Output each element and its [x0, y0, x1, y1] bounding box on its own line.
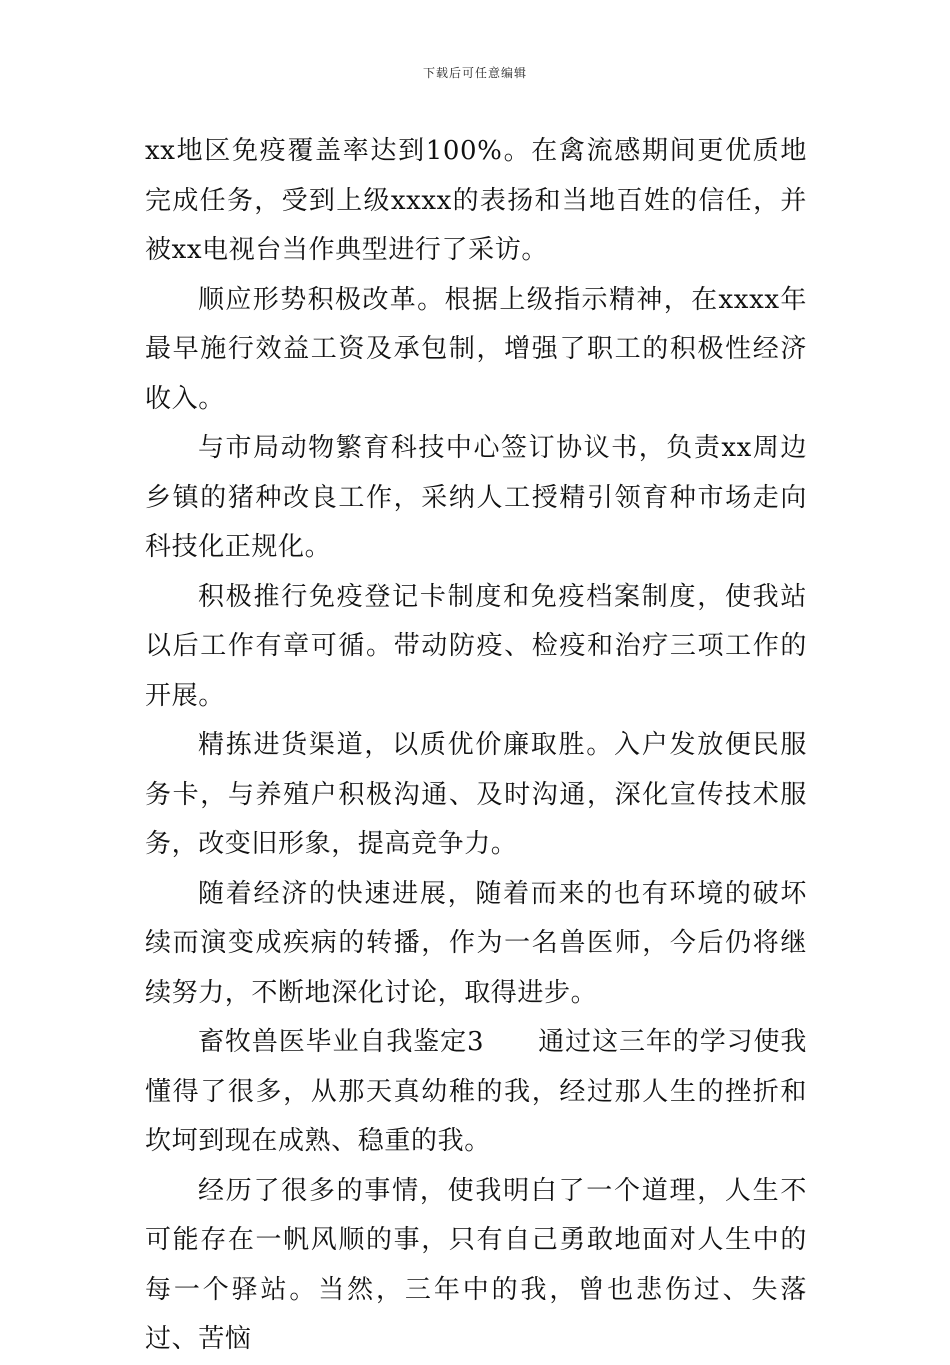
page-header-note: 下载后可任意编辑: [422, 66, 527, 80]
paragraph-7: 畜牧兽医毕业自我鉴定3 通过这三年的学习使我懂得了很多，从那天真幼稚的我，经过那人生的挫折和坎坷到现在成熟、稳重的我。: [145, 1027, 807, 1156]
paragraph-5: 精拣进货渠道，以质优价廉取胜。入户发放便民服务卡，与养殖户积极沟通、及时沟通，深化宣传技术服务，改变旧形象，提高竞争力。: [145, 730, 807, 859]
paragraph-4: 积极推行免疫登记卡制度和免疫档案制度，使我站以后工作有章可循。带动防疫、检疫和治疗三项工作的开展。: [145, 581, 807, 711]
paragraph-8: 经历了很多的事情，使我明白了一个道理，人生不可能存在一帆风顺的事，只有自己勇敢地面对人生中的每一个驿站。当然，三年中的我，曾也悲伤过、失落过、苦恼: [145, 1175, 807, 1354]
document-body: [145, 127, 807, 1365]
paragraph-6: 随着经济的快速进展，随着而来的也有环境的破坏续而演变成疾病的转播，作为一名兽医师，今后仍将继续努力，不断地深化讨论，取得进步。: [145, 878, 807, 1008]
paragraph-3: 与市局动物繁育科技中心签订协议书，负责xx周边乡镇的猪种改良工作，采纳人工授精引领育种市场走向科技化正规化。: [145, 433, 807, 562]
paragraph-1: xx地区免疫覆盖率达到100%。在禽流感期间更优质地完成任务，受到上级xxxx的表扬和当地百姓的信任，并被xx电视台当作典型进行了采访。: [145, 136, 807, 265]
paragraph-2: 顺应形势积极改革。根据上级指示精神，在xxxx年最早施行效益工资及承包制，增强了职工的积极性经济收入。: [145, 284, 807, 414]
